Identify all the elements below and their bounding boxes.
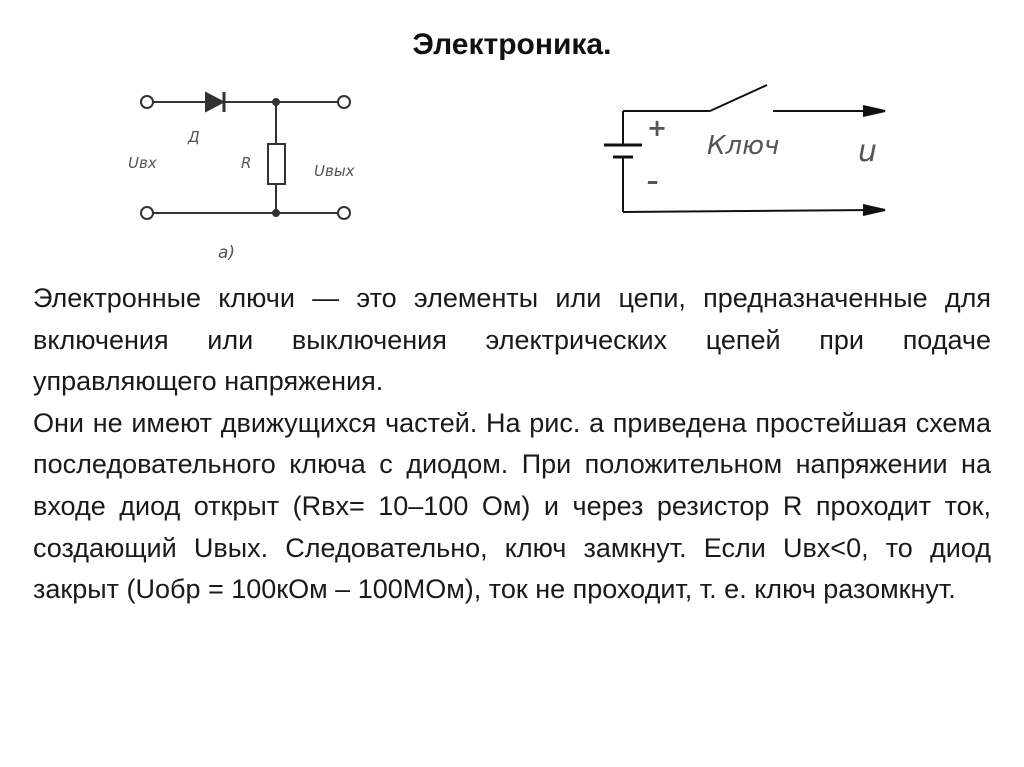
switch-label: Ключ bbox=[707, 131, 780, 161]
paragraph-definition: Электронные ключи — это элементы или цепи, предназначенные для включения или выключения электрических цепей при подаче управляющего напряжения. bbox=[33, 283, 991, 397]
body-text bbox=[33, 278, 991, 611]
minus-sign: – bbox=[647, 167, 659, 195]
input-voltage-label: Uвх bbox=[128, 154, 157, 172]
input-terminal-top bbox=[141, 96, 153, 108]
slide-title: Электроника. bbox=[412, 28, 612, 61]
output-label: u bbox=[858, 134, 878, 169]
switch-schematic bbox=[575, 78, 905, 228]
output-voltage-label: Uвых bbox=[314, 162, 355, 180]
output-terminal-bottom bbox=[338, 207, 350, 219]
paragraph-explanation: Они не имеют движущихся частей. На рис. а приведена простейшая схема последовательного ключа с диодом. При положительном напряжении на входе диод открыт (Rвх= 10–100 Ом) и через резистор R проходит ток, создающий Uвых. Следовательно, ключ замкнут. Если Uвх<0, то диод закрыт (Uобр = 100кОм – 100МОм), ток не проходит, т. е. ключ разомкнут. bbox=[33, 407, 991, 605]
switch-blade bbox=[710, 85, 767, 111]
resistor-label: R bbox=[241, 154, 252, 172]
output-terminal-top bbox=[338, 96, 350, 108]
diode-label: Д bbox=[188, 128, 200, 146]
plus-sign: + bbox=[647, 114, 668, 142]
input-terminal-bottom bbox=[141, 207, 153, 219]
diode-icon bbox=[206, 93, 223, 111]
diode-key-schematic bbox=[120, 80, 380, 270]
resistor-icon bbox=[268, 144, 285, 184]
figure-caption: а) bbox=[218, 243, 236, 263]
